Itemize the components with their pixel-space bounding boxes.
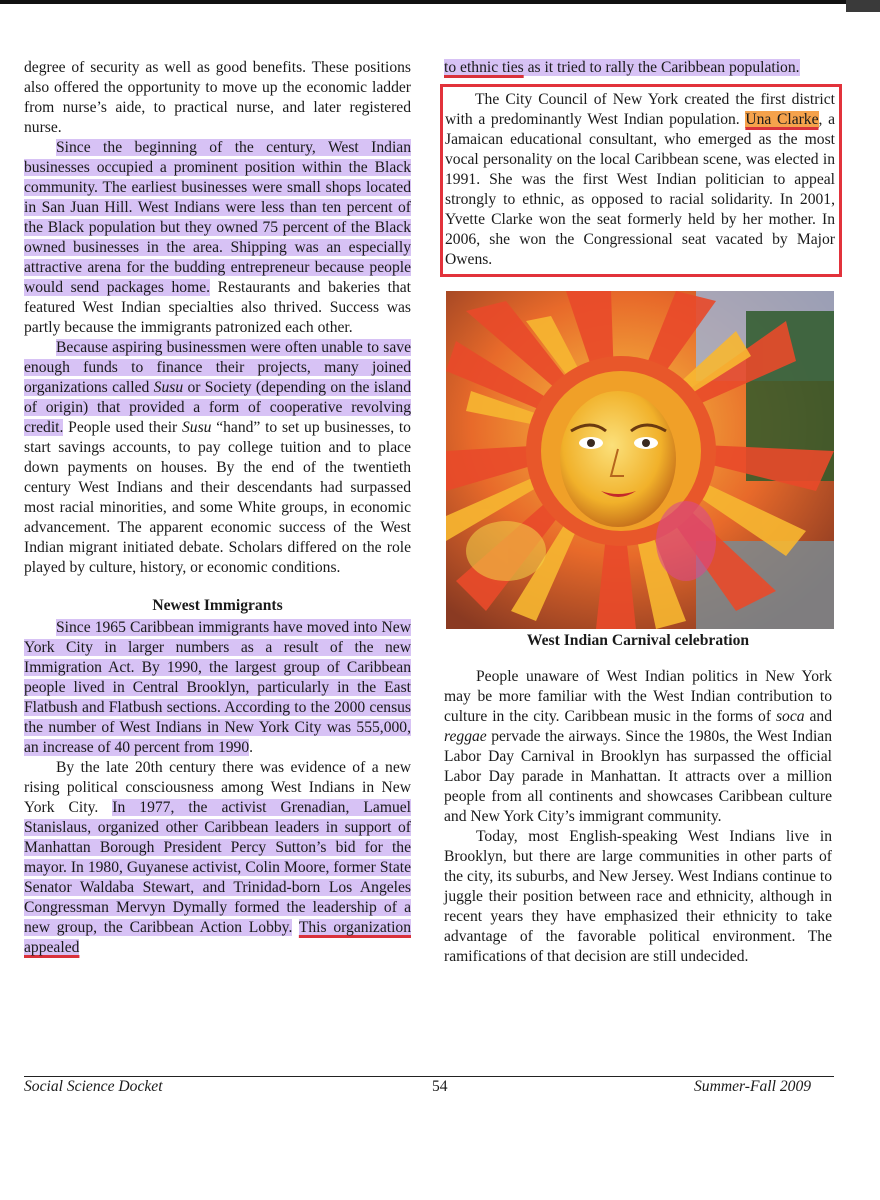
paragraph-text: People unaware of West Indian politics in New York may be more familiar with the West Indian contribution to culture in the city. Caribbean music in the forms of [444,668,832,725]
photo-caption: West Indian Carnival celebration [526,632,750,649]
paragraph-today [444,827,832,967]
red-annotation-box [440,84,842,277]
paragraph-continuation [444,58,832,78]
carnival-photo [446,291,834,629]
highlight-shipping: Shipping was an especially attractive arena for the budding entrepreneur because people would send packages home. [24,239,411,296]
paragraph-immigration [24,618,411,758]
footer-journal-name: Social Science Docket [24,1078,163,1095]
paragraph-text: , a Jamaican educational consultant, who emerged as the most vocal personality on the local Caribbean scene, was elected in 1991. She was the first West Indian politician to appeal strongly to ethnic, as opposed to racial solidarity. In 2001, Yvette Clarke won the seat formerly held by her mother. In 2006, she won the Congressional seat vacated by Major Owens. [445,111,835,268]
paragraph-culture [444,667,832,827]
underlined-highlight: This organization appealed [24,919,411,956]
paragraph-nursing [24,58,411,138]
paragraph-businesses [24,138,411,338]
highlight-businesses: Since the beginning of the century, West Indian businesses occupied a prominent position within the Black community. [24,139,411,196]
paragraph-text: People used their [63,419,182,436]
paragraph-text: Restaurants and bakeries that featured West Indian specialties also thrived. Success was partly because the immigrants patronized each other. [24,279,411,336]
paragraph-text: and [804,708,832,725]
italic-term-reggae: reggae [444,728,487,745]
highlight-immigration: Since 1965 Caribbean immigrants have moved into New York City in larger numbers as a result of the new Immigration Act. By 1990, the largest group of Caribbean people lived in Central Brooklyn, particularly in the East Flatbush and Flatbush sections. According to the 2000 census the number of West Indians in New York City was 555,000, an increase of 40 percent from 1990 [24,619,411,756]
underlined-highlight: to ethnic ties [444,59,524,76]
paragraph-text: pervade the airways. Since the 1980s, the West Indian Labor Day Carnival in Brooklyn has surpassed the official Labor Day parade in Manhattan. It attracts over a million people from all continents and showcases Caribbean culture and New York City’s immigrant community. [444,728,832,825]
highlight-caribbean-action-lobby: In 1977, the activist Grenadian, Lamuel Stanislaus, organized other Caribbean leaders in support of Manhattan Borough President Percy Sutton’s bid for the mayor. In 1980, Guyanese activist, Colin Moore, former State Senator Waldaba Stewart, and Trinidad-born Los Angeles Congressman Mervyn Dymally formed the leadership of a new group, the Caribbean Action Lobby. [24,799,411,936]
paragraph-text: “hand” to set up businesses, to start savings accounts, to pay college tuition and to place down payments on houses. By the end of the twentieth century West Indians and their descendants had surpassed most racial minorities, and some White groups, in economic advancement. The apparent economic success of the West Indian migrant initiated debate. Scholars differed on the role played by culture, history, or economic conditions. [24,419,411,576]
highlight-population: as it tried to rally the Caribbean population. [523,59,800,76]
paragraph-city-council [445,90,835,270]
highlight-susu: Because aspiring businessmen were often unable to save enough funds to finance their projects, many joined organizations called [24,339,411,396]
paragraph-text: . [249,739,254,756]
paragraph-text: The City Council of New York created the first district with a predominantly West Indian population. [445,91,835,128]
page-top-edge [0,0,880,4]
paragraph-politics [24,758,411,958]
highlight-una-clarke: Una Clarke [745,111,819,128]
footer-issue: Summer-Fall 2009 [694,1078,812,1095]
paragraph-text: By the late 20th century there was evidence of a new rising political consciousness among West Indians in New York City. [24,759,411,816]
footer-rule [24,1076,834,1077]
italic-term-susu: Susu [153,379,184,396]
footer-page-number: 54 [432,1078,448,1095]
left-column [24,58,411,958]
italic-term-susu: Susu [181,419,212,436]
paragraph-susu [24,338,411,578]
highlight-san-juan-hill: The earliest businesses were small shops located in San Juan Hill. West Indians were less than ten percent of the Black population but they owned 75 percent of the Black owned businesses in the area. [24,179,411,256]
section-heading: Newest Immigrants [152,597,283,614]
paragraph-text: Today, most English-speaking West Indians live in Brooklyn, but there are large communities in other parts of the city, its suburbs, and New Jersey. West Indians continue to juggle their position between race and ethnicity, although in recent years they have emphasized their ethnicity to take advantage of the favorable political environment. The ramifications of that decision are still undecided. [444,828,832,965]
right-column [444,58,835,967]
paragraph-text: degree of security as well as good benefits. These positions also offered the opportunity to move up the economic ladder from nurse’s aide, to practical nurse, and later registered nurse. [24,59,411,136]
highlight-revolving-credit: or Society (depending on the island of origin) that provided a form of cooperative revolving credit. [24,379,412,436]
paragraph-text [292,919,298,936]
italic-term-soca: soca [775,708,805,725]
corner-shadow [846,0,880,12]
